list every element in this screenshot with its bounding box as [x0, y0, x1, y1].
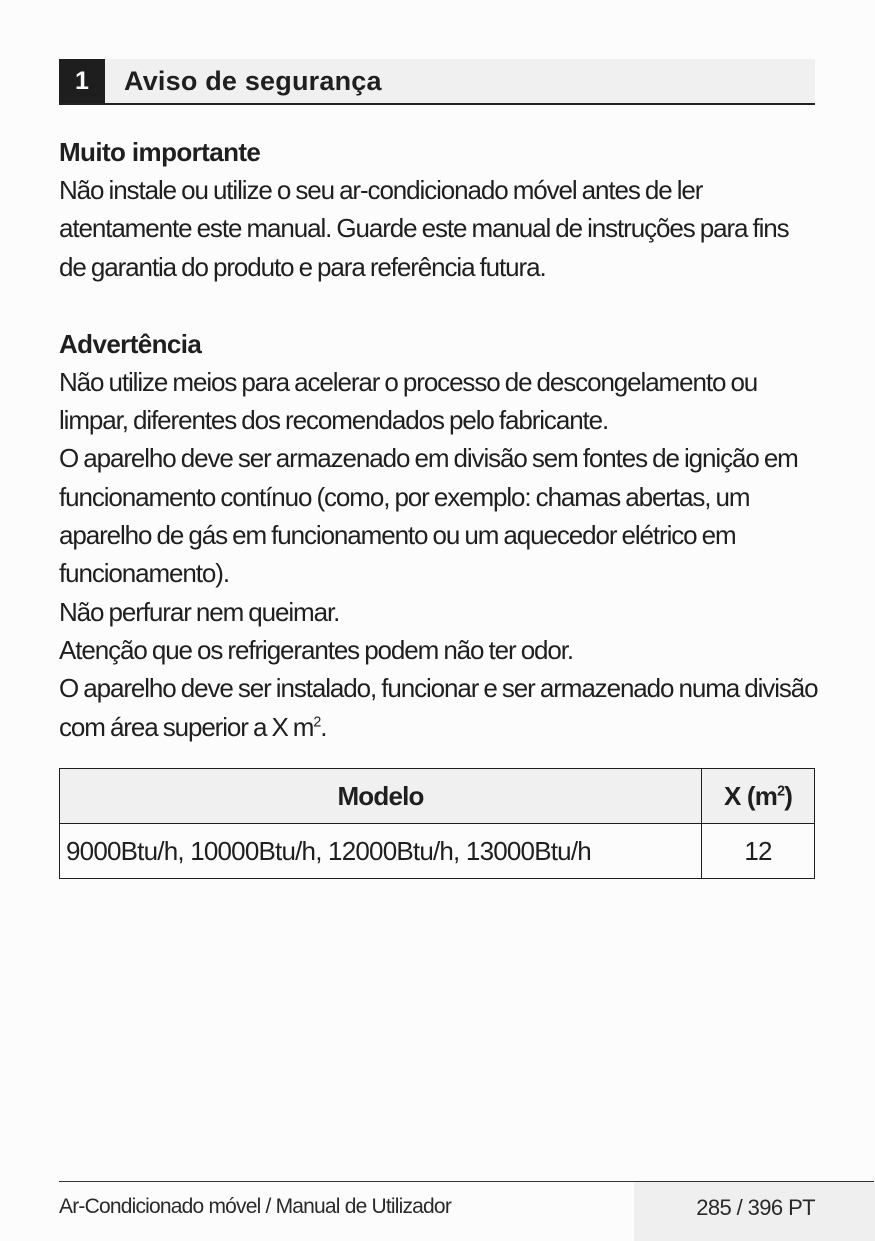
header-model: Modelo — [60, 769, 702, 824]
header-x-superscript: 2 — [777, 782, 785, 799]
model-area-table — [59, 768, 815, 879]
header-x-end: ) — [784, 780, 793, 811]
warning-paragraph-5 — [59, 669, 819, 746]
header-x — [702, 769, 815, 824]
table-header-row — [60, 769, 815, 824]
section-number: 1 — [59, 59, 105, 103]
main-content — [59, 133, 819, 746]
warning-heading: Advertência — [59, 328, 202, 359]
warning-paragraph-3: Não perfurar nem queimar. — [59, 596, 340, 627]
important-text: Não instale ou utilize o seu ar-condicionado móvel antes de ler atentamente este manual. Guarde este manual de instruções para fins de garantia do produto e para referência futura. — [59, 175, 789, 282]
important-heading: Muito importante — [59, 137, 261, 167]
superscript-2: 2 — [313, 713, 321, 730]
warning-paragraph-5-text: O aparelho deve ser instalado, funcionar e ser armazenado numa divisão com área superior a X m — [59, 673, 818, 742]
footer-manual-title: Ar-Condicionado móvel / Manual de Utilizador — [59, 1195, 452, 1218]
warning-paragraph-4: Atenção que os refrigerantes podem não ter odor. — [59, 634, 574, 665]
table-row — [60, 824, 815, 879]
warning-paragraph-2: O aparelho deve ser armazenado em divisão sem fontes de ignição em funcionamento contínuo (como, por exemplo: chamas abertas, um aparelho de gás em funcionamento ou um aquecedor elétrico em funcionamento). — [59, 443, 798, 589]
warning-paragraph-5-end: . — [320, 711, 327, 742]
section-title: Aviso de segurança — [124, 65, 382, 96]
spacer — [59, 286, 819, 325]
section-header — [59, 59, 815, 105]
x-value-cell: 12 — [702, 824, 815, 879]
footer-page-number: 285 / 396 PT — [696, 1195, 815, 1220]
warning-paragraph-1: Não utilize meios para acelerar o processo de descongelamento ou limpar, diferentes dos recomendados pelo fabricante. — [59, 366, 758, 436]
header-x-text: X (m — [723, 780, 778, 811]
model-cell: 9000Btu/h, 10000Btu/h, 12000Btu/h, 13000Btu/h — [60, 824, 702, 879]
